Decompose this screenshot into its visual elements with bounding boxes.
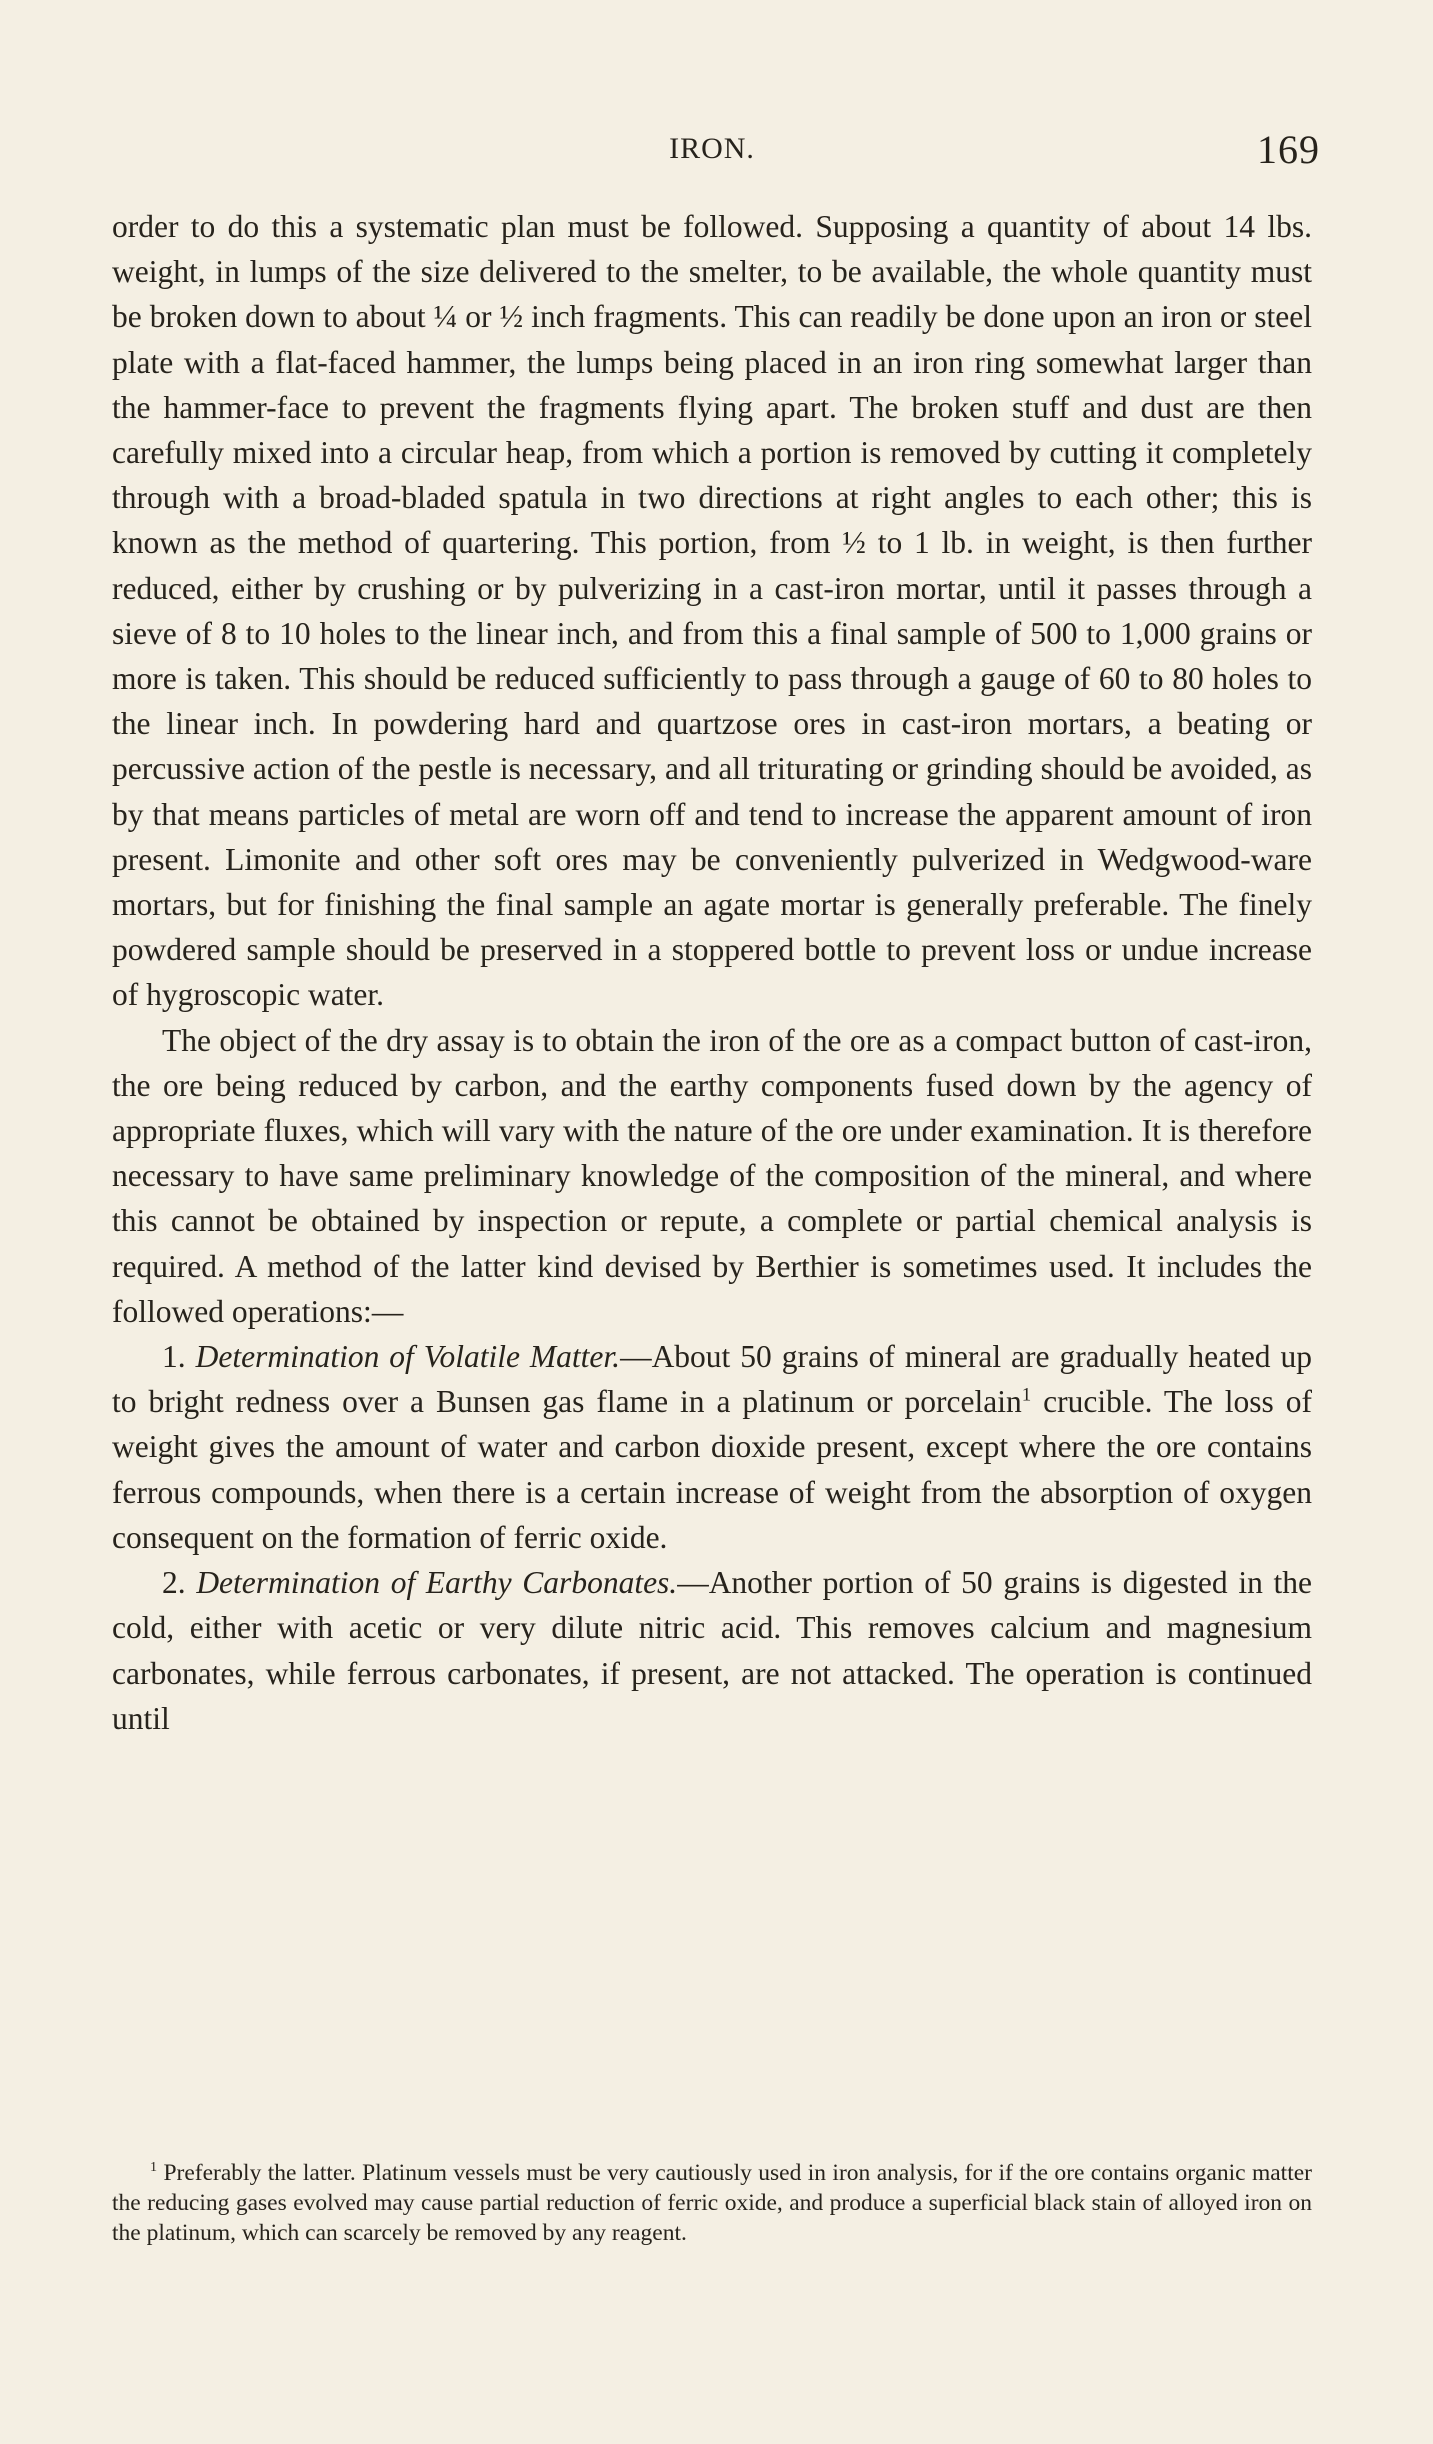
footnote-text: Preferably the latter. Platinum vessels must be very cautiously used in iron analysis, for if the ore contains organic matter the reducing gases evolved may cause partial reduction of ferric oxide, and produce a superficial black stain of alloyed iron on the platinum, which can scarcely be removed by any reagent. xyxy=(112,2160,1312,2246)
footnotes xyxy=(112,2158,1312,2248)
section-number: 2. xyxy=(162,1565,186,1601)
section-heading: Determination of Earthy Carbonates. xyxy=(196,1565,678,1601)
section-heading: Determination of Volatile Matter. xyxy=(195,1339,621,1375)
paragraph-dry-assay: The object of the dry assay is to obtain the iron of the ore as a compact button of cast-iron, the ore being reduced by carbon, and the earthy components fused down by the agency of appropriate fluxes, which will vary with the nature of the ore under examination. It is therefore necessary to have same preliminary knowledge of the composition of the mineral, and where this cannot be obtained by inspection or repute, a complete or partial chemical analysis is required. A method of the latter kind devised by Berthier is sometimes used. It includes the followed operations:— xyxy=(112,1022,1312,1329)
running-head xyxy=(112,126,1320,182)
footnote-marker: 1 xyxy=(150,2159,158,2176)
paragraph-text: crucible. The loss of weight gives the amount of water and carbon dioxide present, except where the ore contains ferrous compounds, when there is a certain increase of weight from the absorption of oxygen consequent on the formation of ferric oxide. xyxy=(112,1384,1312,1555)
section-number: 1. xyxy=(162,1339,186,1375)
paragraph-volatile-matter xyxy=(112,1334,1312,1560)
footnote-reference: 1 xyxy=(1021,1384,1032,1406)
paragraph-earthy-carbonates xyxy=(112,1560,1312,1741)
page-number: 169 xyxy=(1257,127,1320,172)
footnote xyxy=(112,2158,1312,2248)
running-title: IRON. xyxy=(669,132,755,165)
paragraph-text: —Another portion of 50 grains is digested in the cold, either with acetic or very dilute nitric acid. This removes calcium and magnesium carbonates, while ferrous carbonates, if present, are not attacked. The operation is continued until xyxy=(112,1565,1312,1736)
paragraph-text: —About 50 grains of mineral are gradually heated up to bright redness over a Bunsen gas flame in a platinum or porcelain xyxy=(112,1339,1313,1420)
paragraph-continuation: order to do this a systematic plan must be followed. Supposing a quantity of about 14 lbs. weight, in lumps of the size delivered to the smelter, to be available, the whole quantity must be broken down to about ¼ or ½ inch fragments. This can readily be done upon an iron or steel plate with a flat-faced hammer, the lumps being placed in an iron ring somewhat larger than the hammer-face to prevent the fragments flying apart. The broken stuff and dust are then carefully mixed into a circular heap, from which a portion is removed by cutting it completely through with a broad-bladed spatula in two directions at right angles to each other; this is known as the method of quartering. This portion, from ½ to 1 lb. in weight, is then further reduced, either by crushing or by pulverizing in a cast-iron mortar, until it passes through a sieve of 8 to 10 holes to the linear inch, and from this a final sample of 500 to 1,000 grains or more is taken. This should be reduced sufficiently to pass through a gauge of 60 to 80 holes to the linear inch. In powdering hard and quartzose ores in cast-iron mortars, a beating or percussive action of the pestle is necessary, and all triturating or grinding should be avoided, as by that means particles of metal are worn off and tend to increase the apparent amount of iron present. Limonite and other soft ores may be conveniently pulverized in Wedgwood-ware mortars, but for finishing the final sample an agate mortar is generally preferable. The finely powdered sample should be preserved in a stoppered bottle to prevent loss or undue increase of hygroscopic water. xyxy=(112,209,1312,1013)
body-text xyxy=(112,204,1312,1741)
